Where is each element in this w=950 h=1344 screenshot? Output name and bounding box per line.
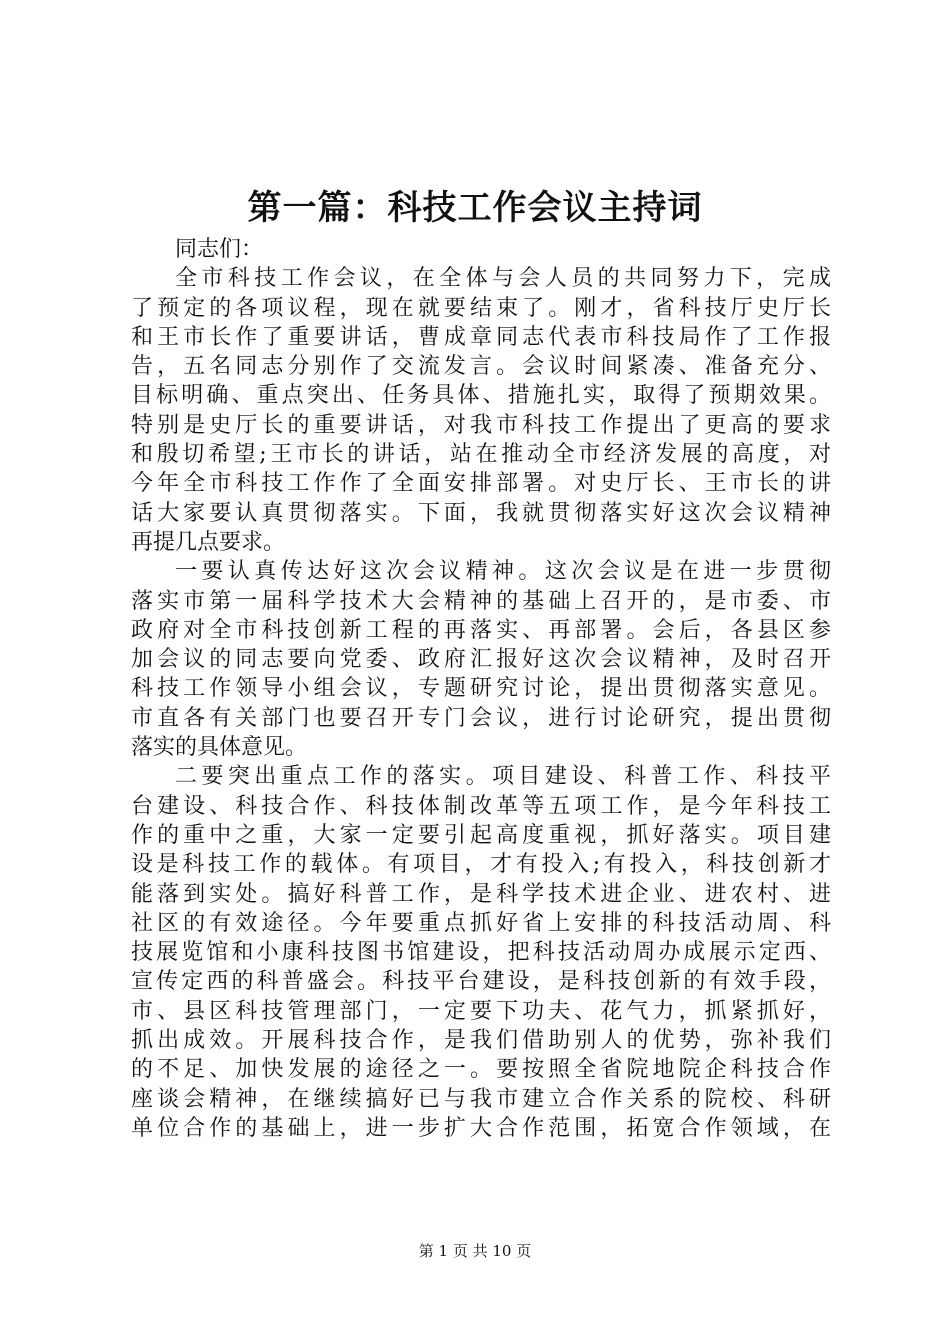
text-line: 话大家要认真贯彻落实。下面，我就贯彻落实好这次会议精神 (131, 500, 831, 526)
document-body (131, 235, 831, 1143)
text-line: 作的重中之重，大家一定要引起高度重视，抓好落实。项目建 (131, 822, 831, 848)
text-line: 二要突出重点工作的落实。项目建设、科普工作、科技平 (175, 764, 831, 790)
text-line: 能落到实处。搞好科普工作，是科学技术进企业、进农村、进 (131, 881, 831, 907)
text-line: 再提几点要求。 (131, 529, 286, 555)
text-line: 社区的有效途径。今年要重点抓好省上安排的科技活动周、科 (131, 910, 831, 936)
text-line: 技展览馆和小康科技图书馆建设，把科技活动周办成展示定西、 (131, 940, 831, 966)
text-line: 政府对全市科技创新工程的再落实、再部署。会后，各县区参 (131, 617, 831, 643)
text-line: 单位合作的基础上，进一步扩大合作范围，拓宽合作领域，在 (131, 1115, 831, 1141)
text-line: 落实市第一届科学技术大会精神的基础上召开的，是市委、市 (131, 588, 831, 614)
text-line: 的不足、加快发展的途径之一。要按照全省院地院企科技合作 (131, 1057, 831, 1083)
text-line: 座谈会精神，在继续搞好已与我市建立合作关系的院校、科研 (131, 1086, 831, 1112)
text-line: 特别是史厅长的重要讲话，对我市科技工作提出了更高的要求 (131, 412, 831, 438)
text-line: 台建设、科技合作、科技体制改革等五项工作，是今年科技工 (131, 793, 831, 819)
text-line: 科技工作领导小组会议，专题研究讨论，提出贯彻落实意见。 (131, 676, 831, 702)
text-line: 和王市长作了重要讲话，曹成章同志代表市科技局作了工作报 (131, 324, 831, 350)
document-title: 第一篇：科技工作会议主持词 (247, 188, 703, 228)
page-footer: 第 1 页 共 10 页 (418, 1242, 532, 1260)
text-line: 落实的具体意见。 (131, 735, 308, 761)
text-line: 目标明确、重点突出、任务具体、措施扎实，取得了预期效果。 (131, 383, 831, 409)
text-line: 全市科技工作会议，在全体与会人员的共同努力下，完成 (175, 266, 831, 292)
text-line: 同志们： (175, 237, 264, 262)
text-line: 抓出成效。开展科技合作，是我们借助别人的优势，弥补我们 (131, 1028, 831, 1054)
text-line: 加会议的同志要向党委、政府汇报好这次会议精神，及时召开 (131, 647, 831, 673)
text-line: 了预定的各项议程，现在就要结束了。刚才，省科技厅史厅长 (131, 295, 831, 321)
text-line: 宣传定西的科普盛会。科技平台建设，是科技创新的有效手段， (131, 969, 831, 995)
text-line: 告，五名同志分别作了交流发言。会议时间紧凑、准备充分、 (131, 354, 831, 380)
text-line: 和殷切希望;王市长的讲话，站在推动全市经济发展的高度，对 (131, 442, 831, 468)
text-line: 今年全市科技工作作了全面安排部署。对史厅长、王市长的讲 (131, 471, 831, 497)
text-line: 一要认真传达好这次会议精神。这次会议是在进一步贯彻 (175, 559, 831, 585)
text-line: 市直各有关部门也要召开专门会议，进行讨论研究，提出贯彻 (131, 705, 831, 731)
text-line: 市、县区科技管理部门，一定要下功夫、花气力，抓紧抓好， (131, 998, 831, 1024)
text-line: 设是科技工作的载体。有项目，才有投入;有投入，科技创新才 (131, 852, 831, 878)
